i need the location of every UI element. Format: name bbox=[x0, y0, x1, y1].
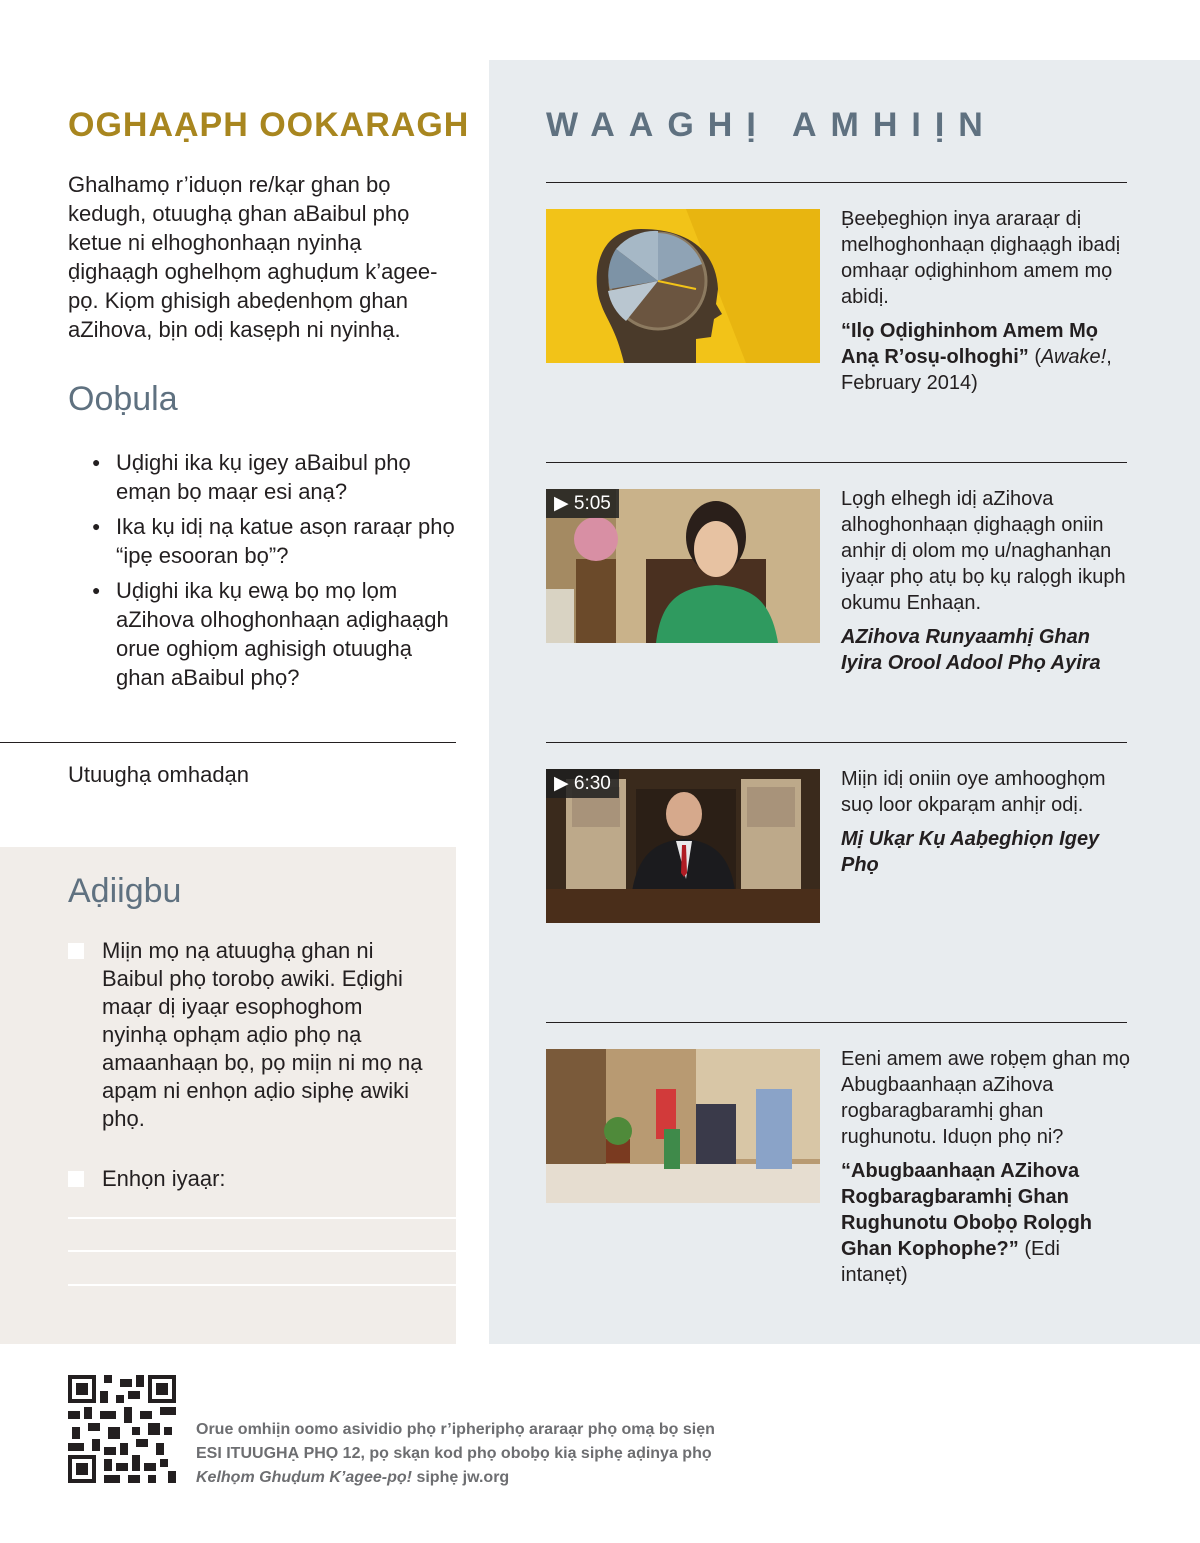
explore-heading: WAAGHỊ AMHIỊN bbox=[546, 106, 997, 144]
review-questions bbox=[92, 448, 462, 698]
divider bbox=[546, 1022, 1127, 1023]
item-text: Eeni amem awe roḅẹm ghan mọ Abugbaanhaạn aZihova rogbaragbaramhị ghan rughunotu. Iduọn phọ ni? bbox=[841, 1048, 1131, 1148]
checkbox[interactable] bbox=[68, 943, 84, 959]
divider bbox=[546, 462, 1127, 463]
divider bbox=[546, 182, 1127, 183]
lesson-title: OGHAẠPH OOKARAGH bbox=[68, 106, 470, 144]
checkbox[interactable] bbox=[68, 1171, 84, 1187]
head-clock-illustration bbox=[546, 209, 820, 363]
write-line[interactable] bbox=[68, 1250, 456, 1252]
video-duration-badge: ▶ 6:30 bbox=[546, 769, 619, 798]
review-question: ● Ika kụ idị nạ katue asọn raraạr phọ “ipẹ esooran bọ”? bbox=[92, 512, 462, 570]
review-heading: Ooḅula bbox=[68, 380, 178, 418]
reference-title: “Ilọ Oḍighinhom Amem Mọ Anạ R’osụ-olhoghi” bbox=[841, 320, 1099, 368]
family-greeting-image bbox=[546, 1049, 820, 1203]
footer-note: Orue omhiịn oomo asividio phọ r’ipheriphọ araraạr phọ omạ bọ siẹn ESI ITUUGHẠ PHỌ 12, pọ skạn kod phọ oboḅọ kiạ siphẹ aḍinya phọ Kelhọm Ghuḍum K’agee-pọ! siphẹ jw.org bbox=[196, 1421, 715, 1486]
reference-source: Awake! bbox=[1040, 346, 1107, 368]
activity-item bbox=[68, 1165, 428, 1193]
write-line[interactable] bbox=[68, 1217, 456, 1219]
video-thumbnail[interactable] bbox=[546, 769, 820, 923]
activity-text: Miịn mọ nạ atuughạ ghan ni Baibul phọ torobọ awiki. Eḍighi maạr dị iyaạr esophoghom nyinhạ ophạm aḍio phọ nạ amaanhaạn bọ, pọ miịn ni mọ nạ apạm ni enhọn aḍio siphẹ awiki phọ. bbox=[102, 938, 423, 1131]
qr-code-graphic bbox=[68, 1375, 176, 1483]
article-thumbnail[interactable] bbox=[546, 1049, 820, 1203]
item-text: Ḅeeḅeghiọn inya araraạr dị melhoghonhaạn ḍighaạgh ibadị omhaạr oḍighinhom amem mọ abidị. bbox=[841, 208, 1121, 308]
reference-title: “Abugbaanhaạn AZihova Rogbaragbaramhị Ghan Rughunotu Oboḅọ Rolọgh Ghan Kophophe?” bbox=[841, 1160, 1093, 1260]
qr-code-icon[interactable] bbox=[68, 1375, 176, 1483]
activity-text: Enhọn iyaạr: bbox=[102, 1166, 226, 1191]
activity-item bbox=[68, 937, 428, 1133]
review-question: ● Uḍighi ika kụ igey aBaibul phọ emạn bọ maạr esi anạ? bbox=[92, 448, 462, 506]
intro-paragraph: Ghalhamọ r’iduọn re/kạr ghan bọ kedugh, otuughạ ghan aBaibul phọ ketue ni elhoghonhaạn nyinhạ ḍighaạgh oghelhọm aghuḍum k’agee-pọ. Kiọm ghisigh abeḍenhọm ghan aZihova, bịn odị kasẹph ni nyinhạ. bbox=[68, 172, 438, 342]
review-question: ● Uḍighi ika kụ ewạ bọ mọ lọm aZihova olhoghonhaạn aḍighaạgh orue oghiọm aghisigh otuughạ ghan aBaibul phọ? bbox=[92, 576, 462, 692]
reference-title: Mị Ukạr Kụ Aaḅeghiọn Igey Phọ bbox=[841, 828, 1100, 876]
article-description bbox=[841, 1046, 1131, 1296]
item-reference[interactable] bbox=[841, 826, 1131, 878]
publication-title: Kelhọm Ghuḍum K’agee-pọ! bbox=[196, 1469, 412, 1486]
video-description bbox=[841, 766, 1131, 886]
reference-title: AZihova Runyaamhị Ghan Iyira Orool Adool Phọ Ayira bbox=[841, 626, 1101, 674]
divider bbox=[546, 742, 1127, 743]
article-description bbox=[841, 206, 1131, 404]
item-text: Lọgh elhegh idị aZihova alhoghonhaạn ḍighaạgh oniin anhịr dị olom mọ u/naghanhạn iyaạr phọ atụ bọ kụ ralọgh ikuph okumu Enhaạn. bbox=[841, 488, 1126, 614]
item-reference[interactable]: “Abugbaanhaạn AZihova Rogbaragbaramhị Ghan Rughunotu Oboḅọ Rolọgh Ghan Kophophe?” (Edi intanẹt) bbox=[841, 1160, 1093, 1286]
item-reference[interactable] bbox=[841, 624, 1131, 676]
item-reference[interactable]: “Ilọ Oḍighinhom Amem Mọ Anạ R’osụ-olhoghi” (Awake!, February 2014) bbox=[841, 320, 1112, 394]
write-line[interactable] bbox=[68, 1284, 456, 1286]
activity-heading: Aḍiigbu bbox=[68, 872, 182, 910]
item-text: Miịn idị oniin oye amhooghọm suọ loor okparạm anhịr odị. bbox=[841, 768, 1106, 816]
video-thumbnail[interactable] bbox=[546, 489, 820, 643]
notes-label: Utuughạ omhadạn bbox=[68, 762, 250, 787]
article-thumbnail[interactable] bbox=[546, 209, 820, 363]
video-description bbox=[841, 486, 1131, 684]
divider bbox=[0, 742, 456, 743]
video-duration-badge: ▶ 5:05 bbox=[546, 489, 619, 518]
